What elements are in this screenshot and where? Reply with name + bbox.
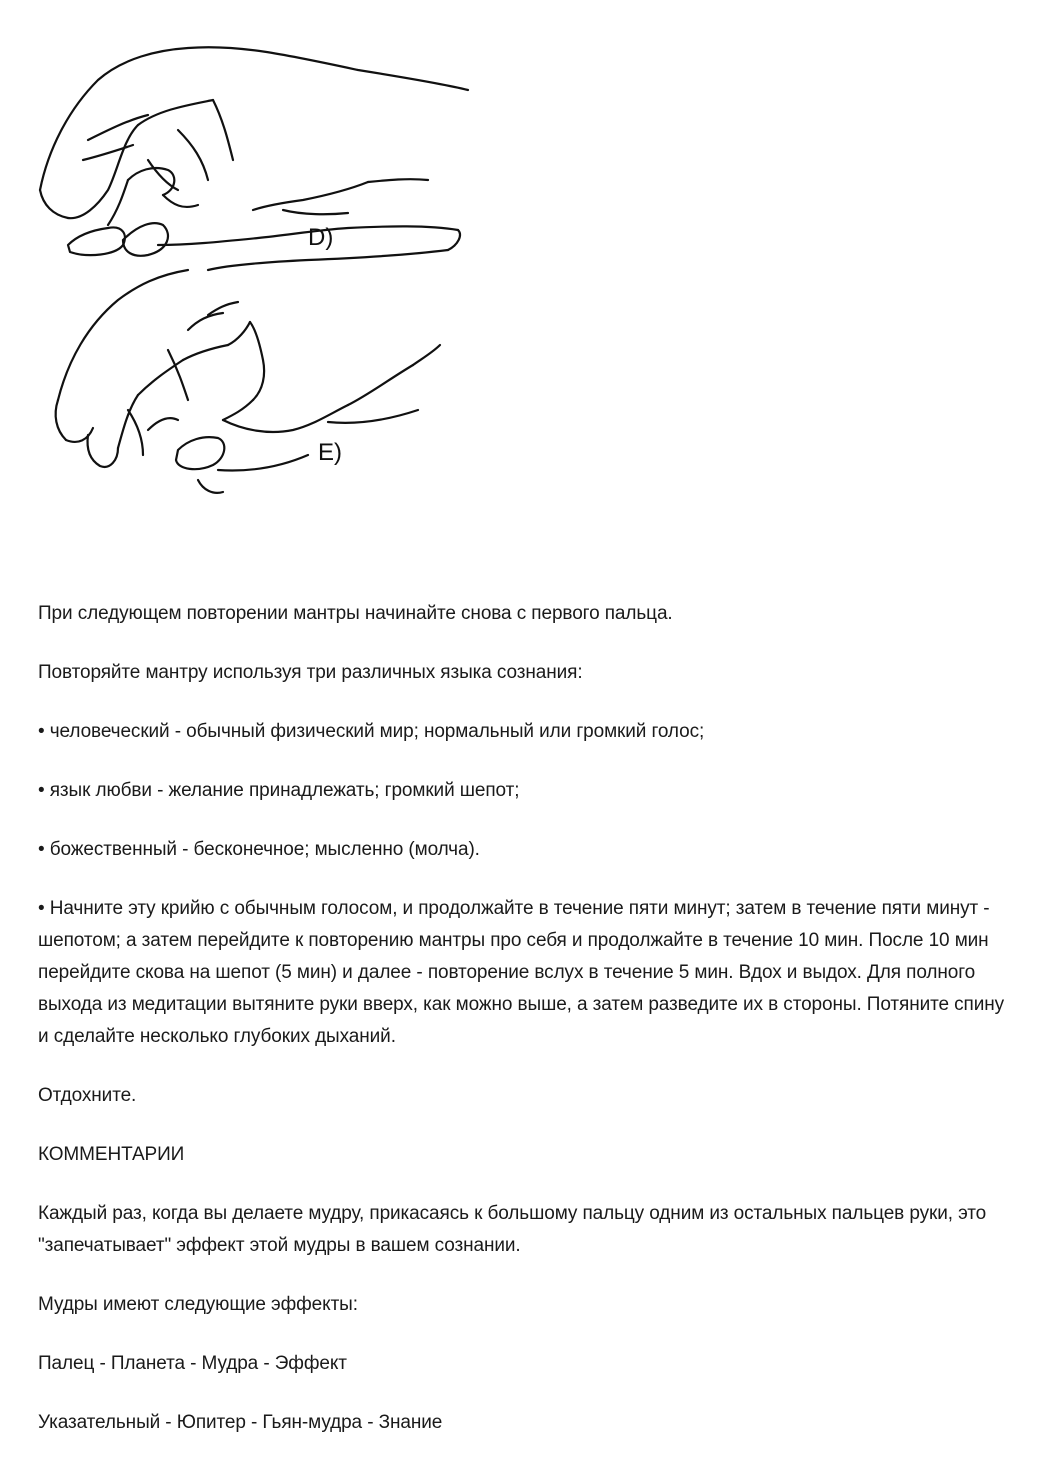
paragraph-mudra-effects: Мудры имеют следующие эффекты: — [38, 1294, 358, 1315]
hand-mudra-illustration — [28, 30, 478, 510]
figure-label-d: D) — [308, 224, 334, 251]
paragraph-mudra-seal: Каждый раз, когда вы делаете мудру, прикасаясь к большому пальцу одним из остальных пальцев руки, это "запечатывает" эффект этой мудры в вашем сознании. — [38, 1203, 987, 1256]
paragraph-rest: Отдохните. — [38, 1085, 137, 1106]
bullet-kriya-instructions: • Начните эту крийю с обычным голосом, и продолжайте в течение пяти минут; затем в течение пяти минут - шепотом; а затем перейдите к повторению мантры про себя и продолжайте в течение 10 мин. После 10 мин перейдите скова на шепот (5 мин) и далее - повторение вслух в течение 5 мин. Вдох и выдох. Для полного выхода из медитации вытяните руки вверх, как можно выше, а затем разведите их в стороны. Потяните спину и сделайте несколько глубоких дыханий. — [38, 898, 1005, 1047]
bullet-human-language: • человеческий - обычный физический мир; нормальный или громкий голос; — [38, 721, 705, 742]
document-text — [38, 598, 1013, 1466]
paragraph-three-languages: Повторяйте мантру используя три различных языка сознания: — [38, 662, 583, 683]
figure-label-e: E) — [318, 439, 342, 466]
hand-drawing-d — [40, 47, 468, 270]
hand-drawing-e — [56, 270, 440, 493]
paragraph-index-finger: Указательный - Юпитер - Гьян-мудра - Знание — [38, 1412, 443, 1433]
heading-comments: КОММЕНТАРИИ — [38, 1144, 185, 1165]
paragraph-repeat-mantra: При следующем повторении мантры начинайте снова с первого пальца. — [38, 603, 673, 624]
bullet-love-language: • язык любви - желание принадлежать; громкий шепот; — [38, 780, 520, 801]
paragraph-table-header: Палец - Планета - Мудра - Эффект — [38, 1353, 347, 1374]
bullet-divine-language: • божественный - бесконечное; мысленно (молча). — [38, 839, 480, 860]
